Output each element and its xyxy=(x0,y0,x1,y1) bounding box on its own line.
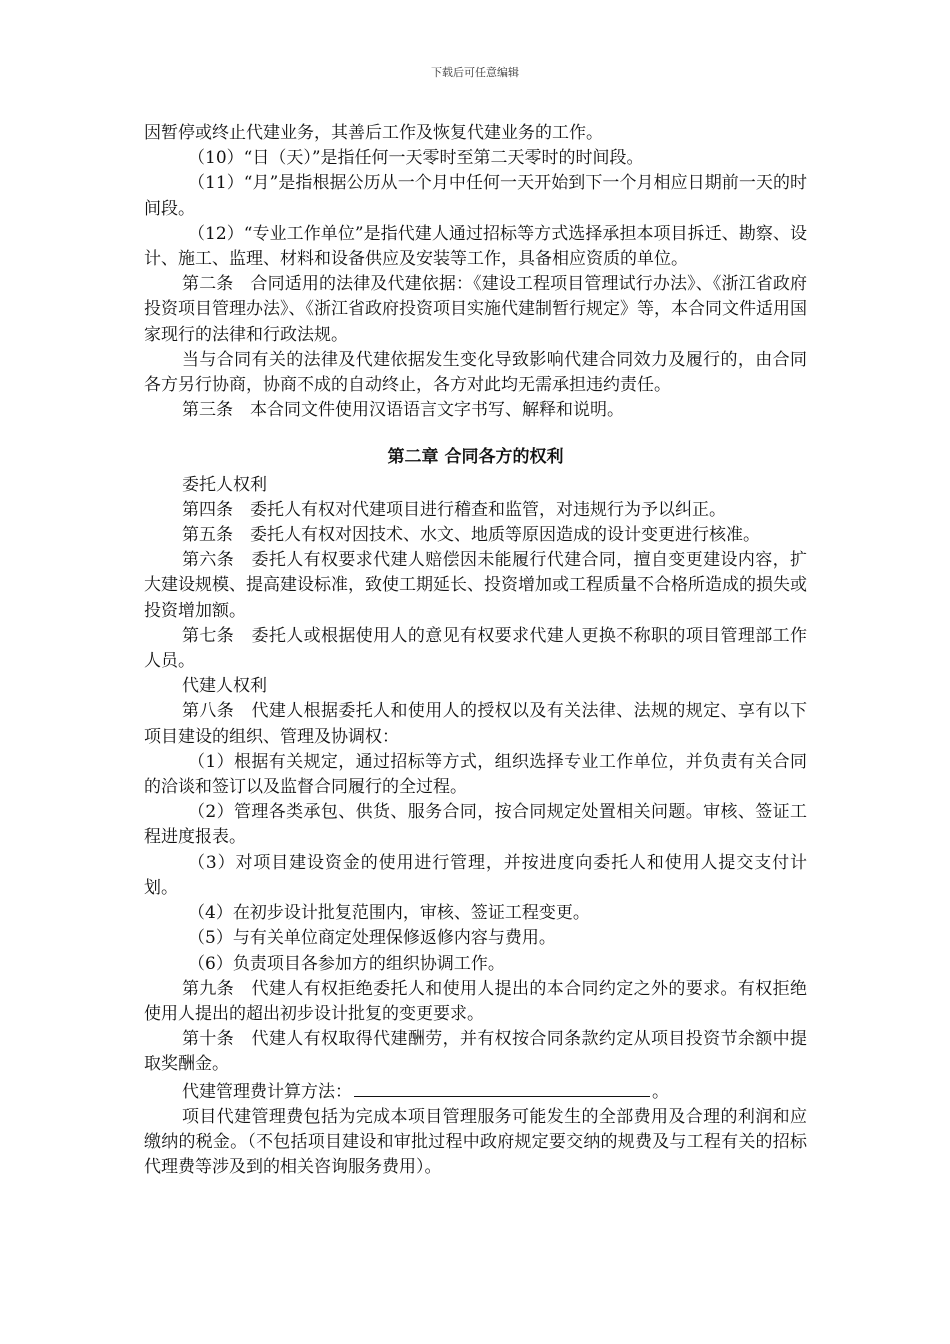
paragraph: 第十条 代建人有权取得代建酬劳，并有权按合同条款约定从项目投资节余额中提取奖酬金。 xyxy=(144,1029,807,1075)
list-item: （3）对项目建设资金的使用进行管理，并按进度向委托人和使用人提交支付计划。 xyxy=(144,852,807,898)
paragraph: （10）“日（天）”是指任何一天零时至第二天零时的时间段。 xyxy=(188,148,644,169)
fee-method-line xyxy=(144,1078,807,1105)
paragraph: 第二条 合同适用的法律及代建依据：《建设工程项目管理试行办法》、《浙江省政府投资项目管理办法》、《浙江省政府投资项目实施代建制暂行规定》等，本合同文件适用国家现行的法律和行政法规。 xyxy=(144,274,807,345)
chapter-heading: 第二章 合同各方的权利 xyxy=(387,447,564,468)
paragraph: 项目代建管理费包括为完成本项目管理服务可能发生的全部费用及合理的利润和应缴纳的税金。（不包括项目建设和审批过程中政府规定要交纳的规费及与工程有关的招标代理费等涉及到的相关咨询服务费用）。 xyxy=(144,1106,807,1178)
list-item: （4）在初步设计批复范围内，审核、签证工程变更。 xyxy=(188,903,590,924)
paragraph: 因暂停或终止代建业务，其善后工作及恢复代建业务的工作。 xyxy=(144,123,603,143)
paragraph: 第五条 委托人有权对因技术、水文、地质等原因造成的设计变更进行核准。 xyxy=(182,525,760,546)
paragraph: （11）“月”是指根据公历从一个月中任何一天开始到下一个月相应日期前一天的时间段。 xyxy=(144,173,807,219)
fill-in-blank[interactable] xyxy=(354,1078,650,1097)
section-label: 代建人权利 xyxy=(182,676,267,697)
paragraph: （12）“专业工作单位”是指代建人通过招标等方式选择承担本项目拆迁、勘察、设计、施工、监理、材料和设备供应及安装等工作，具备相应资质的单位。 xyxy=(144,223,807,270)
section-label: 委托人权利 xyxy=(182,474,267,495)
paragraph: 第九条 代建人有权拒绝委托人和使用人提出的本合同约定之外的要求。有权拒绝使用人提出的超出初步设计批复的变更要求。 xyxy=(144,978,807,1024)
paragraph: 第三条 本合同文件使用汉语语言文字书写、解释和说明。 xyxy=(182,400,624,421)
document-body xyxy=(144,121,807,1180)
list-item: （2）管理各类承包、供货、服务合同，按合同规定处置相关问题。审核、签证工程进度报表。 xyxy=(144,802,807,848)
fee-method-end: 。 xyxy=(652,1081,669,1102)
list-item: （1）根据有关规定，通过招标等方式，组织选择专业工作单位，并负责有关合同的洽谈和签订以及监督合同履行的全过程。 xyxy=(144,751,807,798)
list-item: （5）与有关单位商定处理保修返修内容与费用。 xyxy=(188,928,556,949)
paragraph: 第六条 委托人有权要求代建人赔偿因未能履行代建合同，擅自变更建设内容，扩大建设规模、提高建设标准，致使工期延长、投资增加或工程质量不合格所造成的损失或投资增加额。 xyxy=(144,550,807,621)
page-header: 下载后可任意编辑 xyxy=(431,66,519,79)
paragraph: 当与合同有关的法律及代建依据发生变化导致影响代建合同效力及履行的，由合同各方另行协商，协商不成的自动终止，各方对此均无需承担违约责任。 xyxy=(144,349,807,396)
fee-method-label: 代建管理费计算方法： xyxy=(182,1081,352,1102)
list-item: （6）负责项目各参加方的组织协调工作。 xyxy=(188,953,505,974)
paragraph: 第四条 委托人有权对代建项目进行稽查和监管，对违规行为予以纠正。 xyxy=(182,499,726,520)
paragraph: 第七条 委托人或根据使用人的意见有权要求代建人更换不称职的项目管理部工作人员。 xyxy=(144,625,807,672)
paragraph: 第八条 代建人根据委托人和使用人的授权以及有关法律、法规的规定、享有以下项目建设的组织、管理及协调权： xyxy=(144,701,807,747)
